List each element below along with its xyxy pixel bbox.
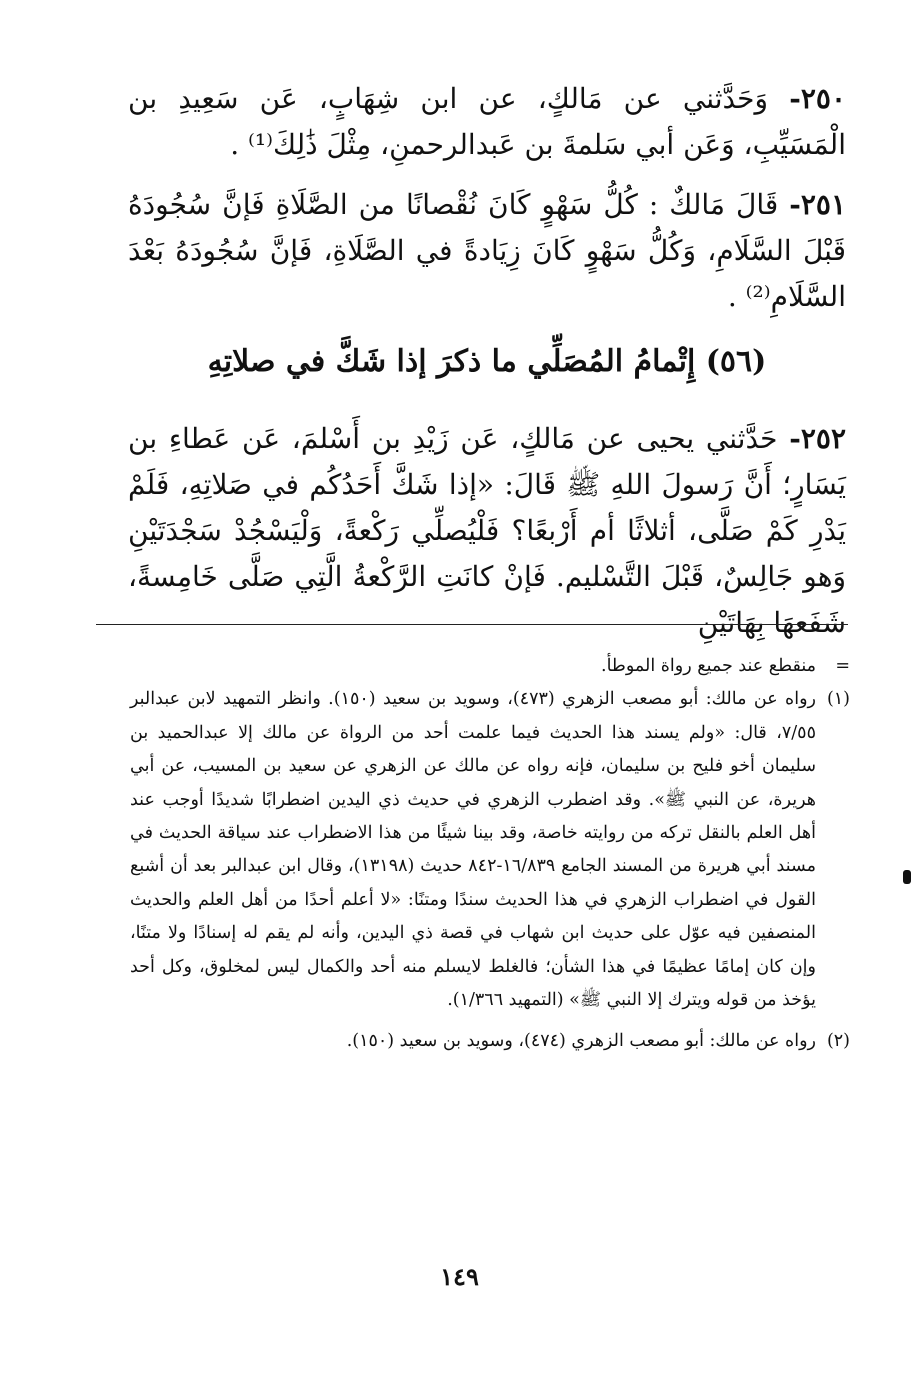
hadith-number: ٢٥٢- [789, 422, 846, 455]
footnote-marker: (١) [826, 689, 850, 710]
hadith-number: ٢٥١- [789, 188, 846, 221]
footnote-text: رواه عن مالك: أبو مصعب الزهري (٤٧٤)، وسويد بن سعيد (١٥٠). [346, 1031, 816, 1052]
main-text [128, 76, 846, 646]
hadith-text: حَدَّثني يحيى عن مَالكٍ، عَن زَيْدِ بن أَسْلمَ، عَن عَطاءِ بن يَسَارٍ؛ أَنَّ رَسولَ اللهِ ﷺ قَالَ: «إذا شَكَّ أَحَدُكُم في صَلاتِهِ، فَلَمْ يَدْرِ كَمْ صَلَّى، أثلاثًا أم أَرْبعًا؟ فَلْيُصلِّي رَكْعةً، وَلْيَسْجُدْ سَجْدَتَيْنِ وَهو جَالِسٌ، قَبْلَ التَّسْليم. فَإنْ كانَتِ الرَّكْعةُ الَّتِي صَلَّى خَامِسةً، شَفَعهَا بِهَاتَيْنِ [128, 422, 846, 639]
footnote-text: رواه عن مالك: أبو مصعب الزهري (٤٧٣)، وسويد بن سعيد (١٥٠). وانظر التمهيد لابن عبدالبر ٧/٥٥، قال: «ولم يسند هذا الحديث فيما علمت أحد من الرواة عن مالك إلا عبدالحميد بن سليمان أخو فليح بن سليمان، فإنه رواه عن مالك عن الزهري عن سعيد بن المسيب، عن أبي هريرة، عن النبي ﷺ». وقد اضطرب الزهري في حديث ذي اليدين اضطرابًا شديدًا أوجب عند أهل العلم بالنقل تركه من روايته خاصة، وقد بينا شيئًا من هذا الاضطراب عند سياقة الحديث في مسند أبي هريرة من المسند الجامع ١٦/٨٣٩-٨٤٢ حديث (١٣١٩٨)، وقال ابن عبدالبر بعد أن أشبع القول في اضطراب الزهري في هذا الحديث سندًا ومتنًا: «لا أعلم أحدًا من أهل العلم والحديث المنصفين فيه عوّل على حديث ابن شهاب في قصة ذي اليدين، وأنه لم يقم له إسنادًا ولا متنًا، وإن كان إمامًا عظيمًا في هذا الشأن؛ فالغلط لايسلم منه أحد والكمال ليس لمخلوق، وكل أحد يؤخذ من قوله ويترك إلا النبي ﷺ» (التمهيد ١/٣٦٦). [130, 689, 816, 1011]
footnote-marker: = [835, 656, 850, 676]
footnote-continued [130, 650, 850, 683]
footnote-text: منقطع عند جميع رواة الموطأ. [601, 656, 816, 676]
page-number: ١٤٩ [440, 1262, 479, 1291]
footnote-marker: (٢) [826, 1031, 850, 1052]
footnote-2 [130, 1025, 850, 1058]
chapter-heading: (٥٦) إِتْمامُ المُصَلِّي ما ذكرَ إذا شَكَّ في صلاتِهِ [207, 344, 767, 379]
edge-ink-mark [903, 870, 911, 884]
hadith-251 [128, 182, 846, 320]
hadith-text: وَحَدَّثني عن مَالكٍ، عن ابن شِهَابٍ، عَن سَعِيدِ بن الْمَسَيِّبِ، وَعَن أبي سَلمةَ بن عَبدالرحمنِ، مِثْلَ ذَٰلِكَ⁽¹⁾ . [128, 82, 846, 161]
footnotes [130, 650, 850, 1059]
hadith-text: قَالَ مَالكٌ : كُلُّ سَهْوٍ كَانَ نُقْصانًا من الصَّلَاةِ فَإنَّ سُجُودَهُ قَبْلَ السَّلَامِ، وَكُلُّ سَهْوٍ كَانَ زِيَادةً في الصَّلَاةِ، فَإنَّ سُجُودَهُ بَعْدَ السَّلَامِ⁽²⁾ . [128, 188, 846, 313]
hadith-number: ٢٥٠- [789, 82, 846, 115]
footnote-divider [96, 624, 848, 625]
footnote-1 [130, 683, 850, 1017]
hadith-252 [128, 416, 846, 646]
hadith-250 [128, 76, 846, 168]
